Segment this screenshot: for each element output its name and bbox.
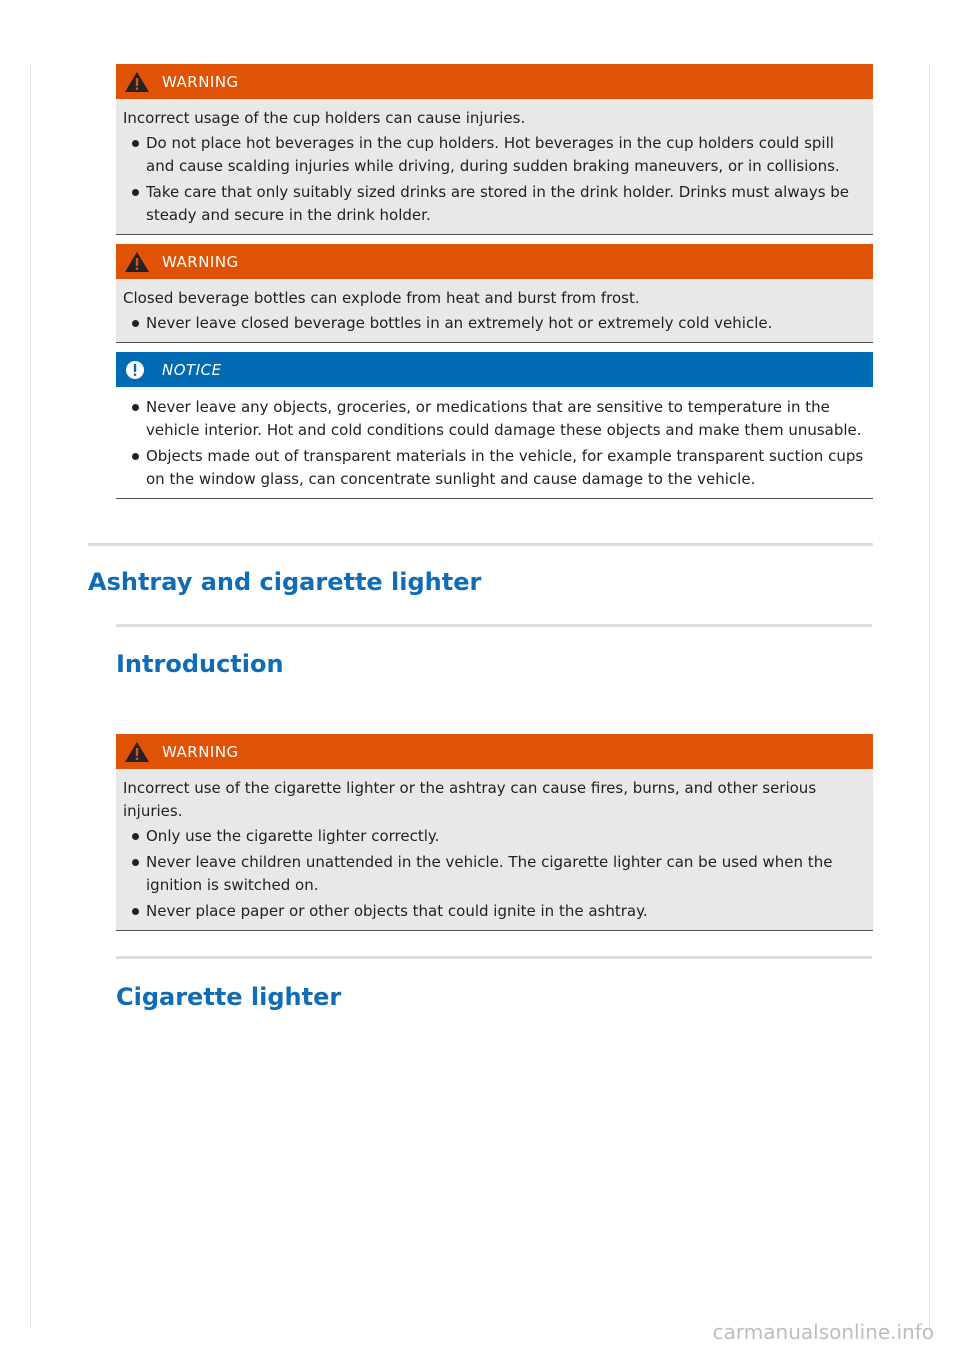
notice-header [116, 352, 873, 387]
left-margin-line [30, 64, 31, 1328]
warning-header [116, 734, 873, 769]
warning-list [123, 132, 865, 227]
warning-intro: Incorrect usage of the cup holders can cause injuries. [123, 109, 526, 127]
warning-header [116, 244, 873, 279]
warning-triangle-icon [124, 71, 150, 93]
warning-triangle-icon [124, 741, 150, 763]
warning-intro: Closed beverage bottles can explode from heat and burst from frost. [123, 289, 640, 307]
warning-label: WARNING [162, 72, 239, 91]
notice-body [116, 387, 873, 499]
list-item: Do not place hot beverages in the cup holders. Hot beverages in the cup holders could spill and cause scalding injuries while driving, during sudden braking maneuvers, or in collisions. [123, 132, 865, 178]
warning-box-cup-holders [116, 64, 873, 235]
warning-label: WARNING [162, 252, 239, 271]
warning-body [116, 279, 873, 343]
list-item: Never place paper or other objects that could ignite in the ashtray. [123, 900, 865, 923]
notice-list [123, 396, 865, 491]
warning-label: WARNING [162, 742, 239, 761]
subsection-title-introduction: Introduction [116, 650, 284, 678]
list-item: Never leave closed beverage bottles in an extremely hot or extremely cold vehicle. [123, 312, 865, 335]
list-item: Never leave any objects, groceries, or medications that are sensitive to temperature in the vehicle interior. Hot and cold conditions could damage these objects and make them unusable. [123, 396, 865, 442]
notice-label: NOTICE [162, 360, 222, 379]
warning-body [116, 769, 873, 931]
list-item: Objects made out of transparent materials in the vehicle, for example transparent suction cups on the window glass, can concentrate sunlight and cause damage to the vehicle. [123, 445, 865, 491]
list-item: Never leave children unattended in the vehicle. The cigarette lighter can be used when the ignition is switched on. [123, 851, 865, 897]
subsection-divider [116, 624, 872, 627]
warning-box-cigarette-lighter [116, 734, 873, 931]
subsection-title-cigarette-lighter: Cigarette lighter [116, 983, 342, 1011]
notice-box-temperature [116, 352, 873, 499]
right-margin-line [929, 64, 930, 1328]
warning-list [123, 312, 865, 335]
warning-body [116, 99, 873, 235]
section-title: Ashtray and cigarette lighter [88, 568, 482, 596]
section-divider [88, 543, 873, 546]
list-item: Only use the cigarette lighter correctly. [123, 825, 865, 848]
watermark: carmanualsonline.info [712, 1320, 934, 1344]
exclamation-circle-icon [124, 359, 150, 381]
warning-list [123, 825, 865, 923]
warning-triangle-icon [124, 251, 150, 273]
list-item: Take care that only suitably sized drinks are stored in the drink holder. Drinks must always be steady and secure in the drink holder. [123, 181, 865, 227]
subsection-divider [116, 956, 872, 959]
warning-box-bottles [116, 244, 873, 343]
warning-header [116, 64, 873, 99]
warning-intro: Incorrect use of the cigarette lighter or the ashtray can cause fires, burns, and other serious injuries. [123, 779, 817, 820]
